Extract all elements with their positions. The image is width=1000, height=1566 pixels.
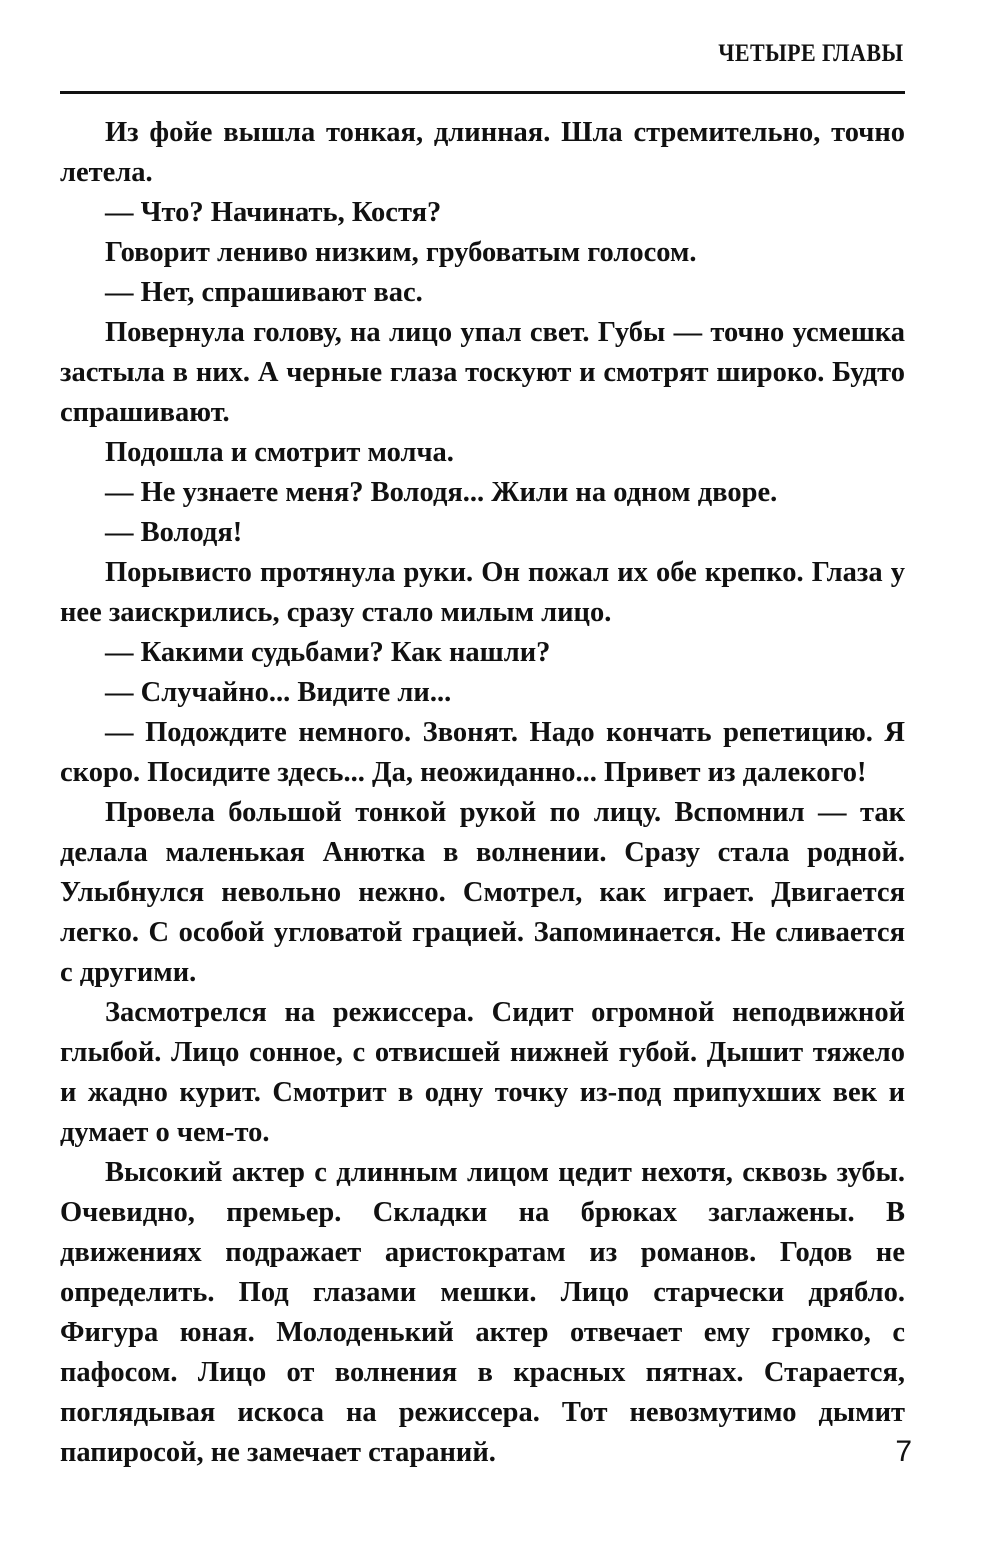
paragraph: Высокий актер с длинным лицом цедит нехотя, сквозь зубы. Очевидно, премьер. Складки на брюках заглажены. В движениях подражает аристократам из романов. Годов не определить. Под глазами мешки. Лицо старчески дрябло. Фигура юная. Молоденький актер отвечает ему громко, с пафосом. Лицо от волнения в красных пятнах. Старается, поглядывая искоса на режиссера. Тот невозмутимо дымит папиросой, не замечает стараний. — [60, 1157, 905, 1468]
paragraph: Подошла и смотрит молча. — [105, 437, 454, 468]
paragraph: Засмотрелся на режиссера. Сидит огромной неподвижной глыбой. Лицо сонное, с отвисшей нижней губой. Дышит тяжело и жадно курит. Смотрит в одну точку из-под припухших век и думает о чем-то. — [60, 997, 905, 1148]
running-head-title: ЧЕТЫРЕ ГЛАВЫ — [717, 40, 903, 67]
header-rule — [60, 91, 905, 94]
paragraph: Из фойе вышла тонкая, длинная. Шла стремительно, точно летела. — [60, 117, 905, 188]
paragraph: — Какими судьбами? Как нашли? — [105, 637, 551, 668]
paragraph: Повернула голову, на лицо упал свет. Губы — точно усмешка застыла в них. А черные глаза тоскуют и смотрят широко. Будто спрашивают. — [60, 317, 905, 428]
body-text — [60, 113, 905, 1473]
paragraph: — Не узнаете меня? Володя... Жили на одном дворе. — [105, 477, 778, 508]
paragraph: — Нет, спрашивают вас. — [105, 277, 423, 308]
paragraph: — Что? Начинать, Костя? — [105, 197, 442, 228]
paragraph: — Володя! — [105, 517, 243, 548]
paragraph: — Подождите немного. Звонят. Надо кончать репетицию. Я скоро. Посидите здесь... Да, неожиданно... Привет из далекого! — [60, 717, 905, 788]
paragraph: — Случайно... Видите ли... — [105, 677, 452, 708]
page-number: 7 — [895, 1435, 912, 1468]
paragraph: Провела большой тонкой рукой по лицу. Вспомнил — так делала маленькая Анютка в волнении. Сразу стала родной. Улыбнулся невольно нежно. Смотрел, как играет. Двигается легко. С особой угловатой грацией. Запоминается. Не сливается с другими. — [60, 797, 905, 988]
paragraph: Говорит лениво низким, грубоватым голосом. — [105, 237, 697, 268]
paragraph: Порывисто протянула руки. Он пожал их обе крепко. Глаза у нее заискрились, сразу стало милым лицо. — [60, 557, 905, 628]
